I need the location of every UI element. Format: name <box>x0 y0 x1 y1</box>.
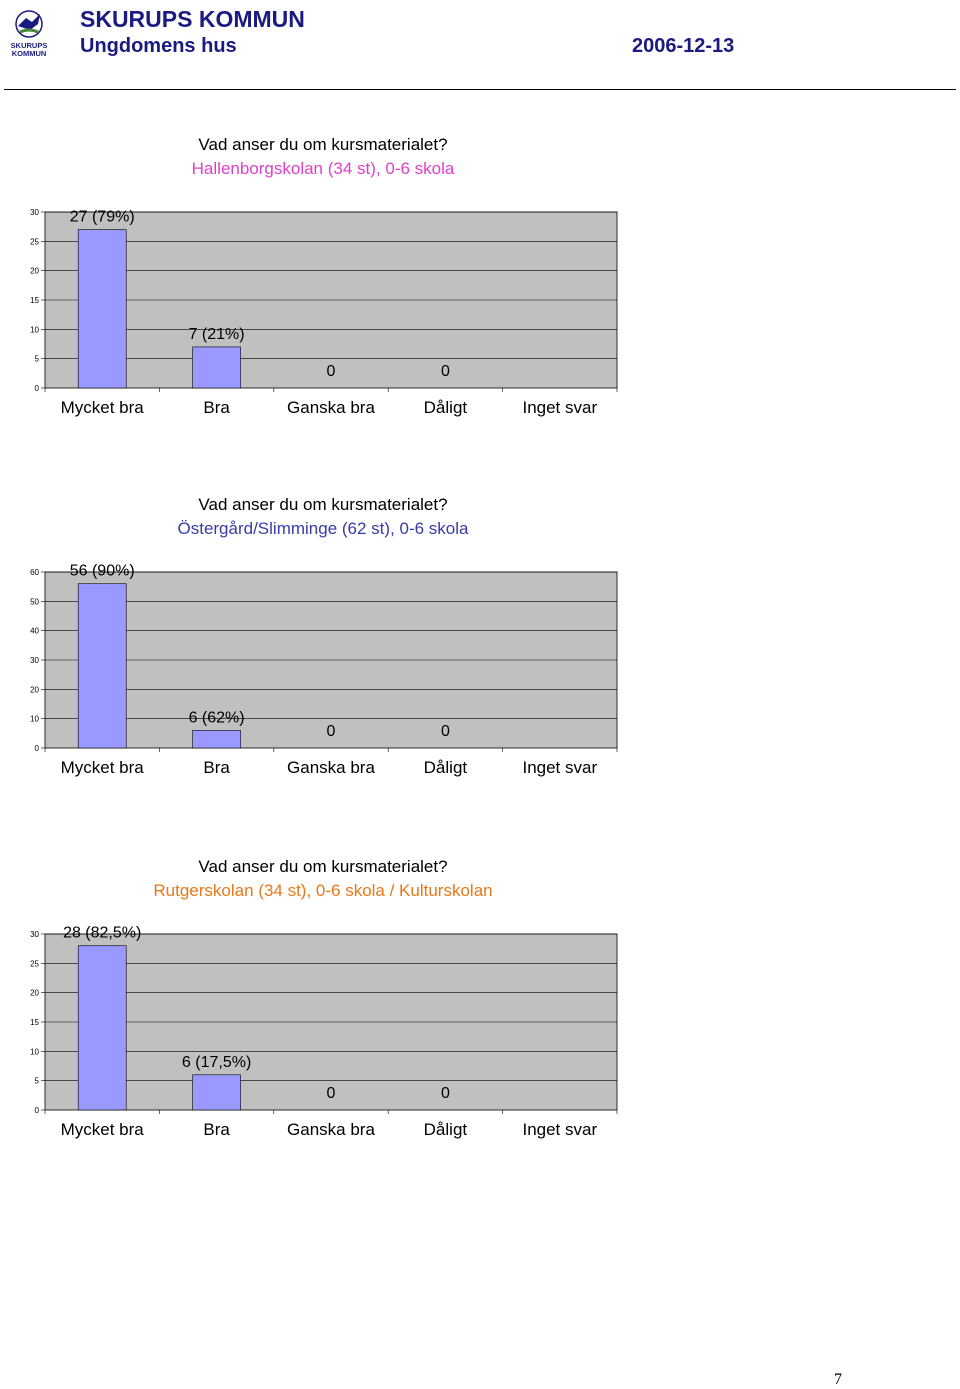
bar-bra <box>193 347 241 388</box>
chart-subtitle: Rutgerskolan (34 st), 0-6 skola / Kulturskolan <box>153 881 493 900</box>
y-tick-label: 20 <box>30 685 39 695</box>
chart-ostergard-slimminge <box>0 460 960 820</box>
header-rule <box>4 89 956 90</box>
data-label: 0 <box>326 1085 336 1102</box>
data-label: 0 <box>440 1085 450 1102</box>
x-tick-label: Mycket bra <box>60 398 144 417</box>
y-tick-label: 20 <box>30 988 39 998</box>
municipality-name: SKURUPS KOMMUN <box>80 6 305 32</box>
x-tick-label: Ganska bra <box>287 1120 375 1139</box>
y-tick-label: 5 <box>34 354 39 364</box>
bar-mycket-bra <box>78 230 126 388</box>
chart-subtitle: Hallenborgskolan (34 st), 0-6 skola <box>191 159 455 178</box>
bar-mycket-bra <box>78 584 126 748</box>
y-tick-label: 30 <box>30 656 39 665</box>
data-label: 7 (21%) <box>188 325 245 343</box>
y-tick-label: 0 <box>34 1106 39 1115</box>
y-tick-label: 10 <box>30 1047 39 1057</box>
bar-mycket-bra <box>78 946 126 1110</box>
data-label: 28 (82,5%) <box>63 924 142 942</box>
data-label: 0 <box>440 363 450 380</box>
data-label: 6 (62%) <box>188 709 245 727</box>
svg-text:KOMMUN: KOMMUN <box>11 49 47 58</box>
x-tick-label: Dåligt <box>423 758 468 777</box>
data-label: 56 (90%) <box>69 562 135 580</box>
bar-bra <box>193 1075 241 1110</box>
chart-subtitle: Östergård/Slimminge (62 st), 0-6 skola <box>177 519 469 538</box>
y-tick-label: 50 <box>30 597 39 607</box>
page-number: 7 <box>834 1371 842 1388</box>
document-subtitle: Ungdomens hus <box>80 35 237 57</box>
x-tick-label: Dåligt <box>423 1120 468 1139</box>
y-tick-label: 10 <box>30 325 39 335</box>
y-tick-label: 30 <box>30 208 39 217</box>
data-label: 6 (17,5%) <box>181 1053 252 1071</box>
y-tick-label: 15 <box>30 1018 39 1027</box>
document-date: 2006-12-13 <box>632 35 735 57</box>
y-tick-label: 25 <box>30 959 39 969</box>
y-tick-label: 10 <box>30 714 39 724</box>
x-tick-label: Ganska bra <box>287 758 375 777</box>
svg-text:SKURUPS: SKURUPS <box>10 41 48 50</box>
page-header <box>0 0 960 92</box>
chart-rutgerskolan <box>0 822 960 1182</box>
data-label: 0 <box>440 723 450 740</box>
chart-title: Vad anser du om kursmaterialet? <box>198 135 448 154</box>
data-label: 27 (79%) <box>69 208 135 226</box>
x-tick-label: Bra <box>203 398 230 417</box>
x-tick-label: Inget svar <box>522 1120 598 1139</box>
municipality-logo <box>4 4 54 62</box>
y-tick-label: 40 <box>30 626 39 636</box>
y-tick-label: 15 <box>30 296 39 305</box>
chart-hallenborgskolan <box>0 100 960 460</box>
x-tick-label: Inget svar <box>522 758 598 777</box>
data-label: 0 <box>326 363 336 380</box>
bar-bra <box>193 730 241 748</box>
y-tick-label: 0 <box>34 744 39 753</box>
x-tick-label: Mycket bra <box>60 1120 144 1139</box>
data-label: 0 <box>326 723 336 740</box>
x-tick-label: Bra <box>203 758 230 777</box>
y-tick-label: 0 <box>34 384 39 393</box>
x-tick-label: Ganska bra <box>287 398 375 417</box>
y-tick-label: 20 <box>30 266 39 276</box>
x-tick-label: Bra <box>203 1120 230 1139</box>
y-tick-label: 30 <box>30 930 39 939</box>
x-tick-label: Dåligt <box>423 398 468 417</box>
y-tick-label: 5 <box>34 1076 39 1086</box>
chart-title: Vad anser du om kursmaterialet? <box>198 857 448 876</box>
x-tick-label: Mycket bra <box>60 758 144 777</box>
y-tick-label: 25 <box>30 237 39 247</box>
y-tick-label: 60 <box>30 568 39 577</box>
x-tick-label: Inget svar <box>522 398 598 417</box>
chart-title: Vad anser du om kursmaterialet? <box>198 495 448 514</box>
